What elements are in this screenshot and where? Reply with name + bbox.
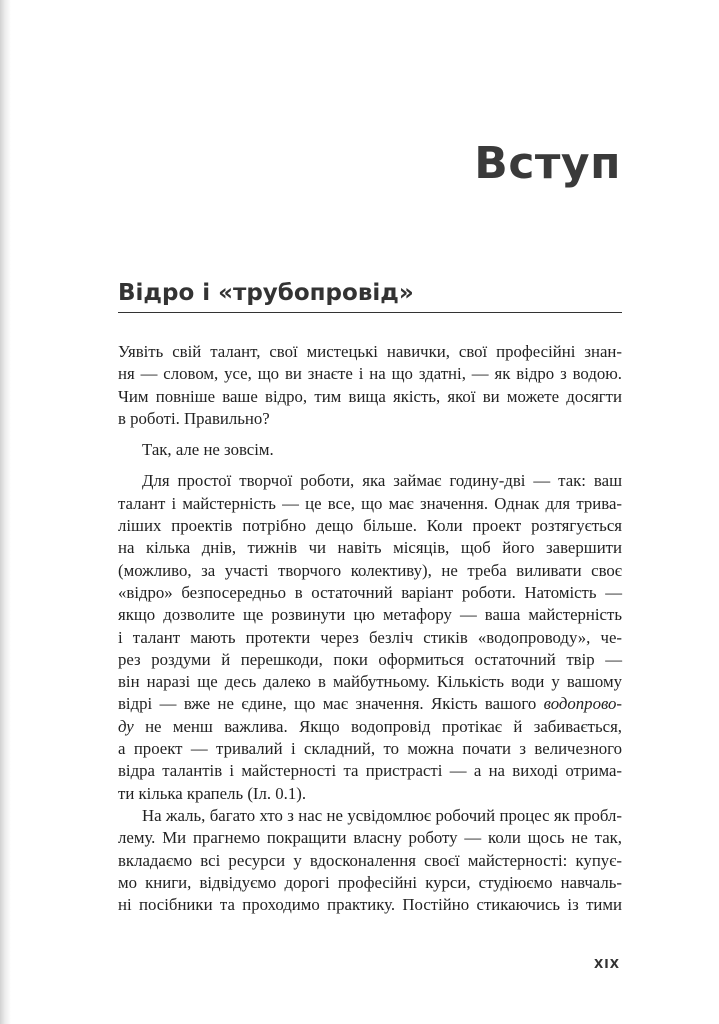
text-line-segment: не менш важлива. Якщо водопровід протікає й забивається,	[145, 716, 622, 736]
page-number: XIX	[594, 957, 620, 971]
text-line: На жаль, багато хто з нас не усвідомлює робочий процес як пробл-	[142, 805, 622, 825]
paragraph-2	[118, 439, 622, 461]
chapter-title: Вступ	[474, 138, 621, 189]
text-line: ліших проектів потрібно дещо більше. Коли проект розтягується	[118, 516, 622, 536]
paragraph-3	[118, 470, 622, 804]
section-title: Відро і «трубопровід»	[118, 280, 622, 313]
text-line: ти кілька крапель (Іл. 0.1).	[118, 783, 307, 803]
text-line: мо книги, відвідуємо дорогі професійні курси, студіюємо навчаль-	[118, 872, 622, 892]
text-line: рез роздуми й перешкоди, поки оформиться остаточний твір —	[118, 649, 622, 669]
text-line: в роботі. Правильно?	[118, 408, 270, 428]
text-line: відра талантів і майстерності та пристрасті — а на виході отрима-	[118, 761, 622, 781]
text-line: ні посібники та проходимо практику. Постійно стикаючись із тими	[118, 895, 622, 915]
text-line: Для простої творчої роботи, яка займає годину-дві — так: ваш	[142, 471, 622, 491]
text-line	[118, 716, 622, 738]
body-text	[118, 341, 622, 916]
text-line: ня — словом, усе, що ви знаєте і на що здатні, — як відро з водою.	[118, 364, 622, 384]
text-line-segment: відрі — вже не єдине, що має значення. Якість вашого	[118, 694, 537, 714]
paragraph-1	[118, 341, 622, 430]
text-line: талант і майстерність — це все, що має значення. Однак для трива-	[118, 493, 622, 513]
text-line: Так, але не зовсім.	[142, 440, 274, 460]
text-line: на кілька днів, тижнів чи навіть місяців, щоб його завершити	[118, 538, 622, 558]
text-line: а проект — тривалий і складний, то можна почати з величезного	[118, 739, 622, 759]
text-line: Чим повніше ваше відро, тим вища якість, якої ви можете досягти	[118, 386, 622, 406]
text-line: якщо дозволите ще розвинути цю метафору — ваша майстерність	[118, 605, 622, 625]
paragraph-4	[118, 805, 622, 916]
text-line: Уявіть свій талант, свої мистецькі навички, свої професійні знан-	[118, 342, 622, 361]
text-line: і талант мають протекти через безліч стиків «водопроводу», че-	[118, 627, 622, 647]
text-line: (можливо, за участі творчого колективу), не треба виливати своє	[118, 560, 622, 580]
text-line: лему. Ми прагнемо покращити власну роботу — коли щось не так,	[118, 828, 622, 848]
text-line	[118, 693, 622, 715]
text-line: вкладаємо всі ресурси у вдосконалення своєї майстерності: купує-	[118, 850, 622, 870]
section-header	[118, 280, 622, 313]
emphasis-text: ду	[118, 716, 134, 736]
text-line: «відро» безпосередньо в остаточний варіант роботи. Натомість —	[118, 582, 622, 602]
page-edge-shadow	[0, 0, 11, 1024]
text-line: він наразі ще десь далеко в майбутньому. Кількість води у вашому	[118, 672, 622, 692]
emphasis-text: водопрово-	[543, 694, 622, 714]
